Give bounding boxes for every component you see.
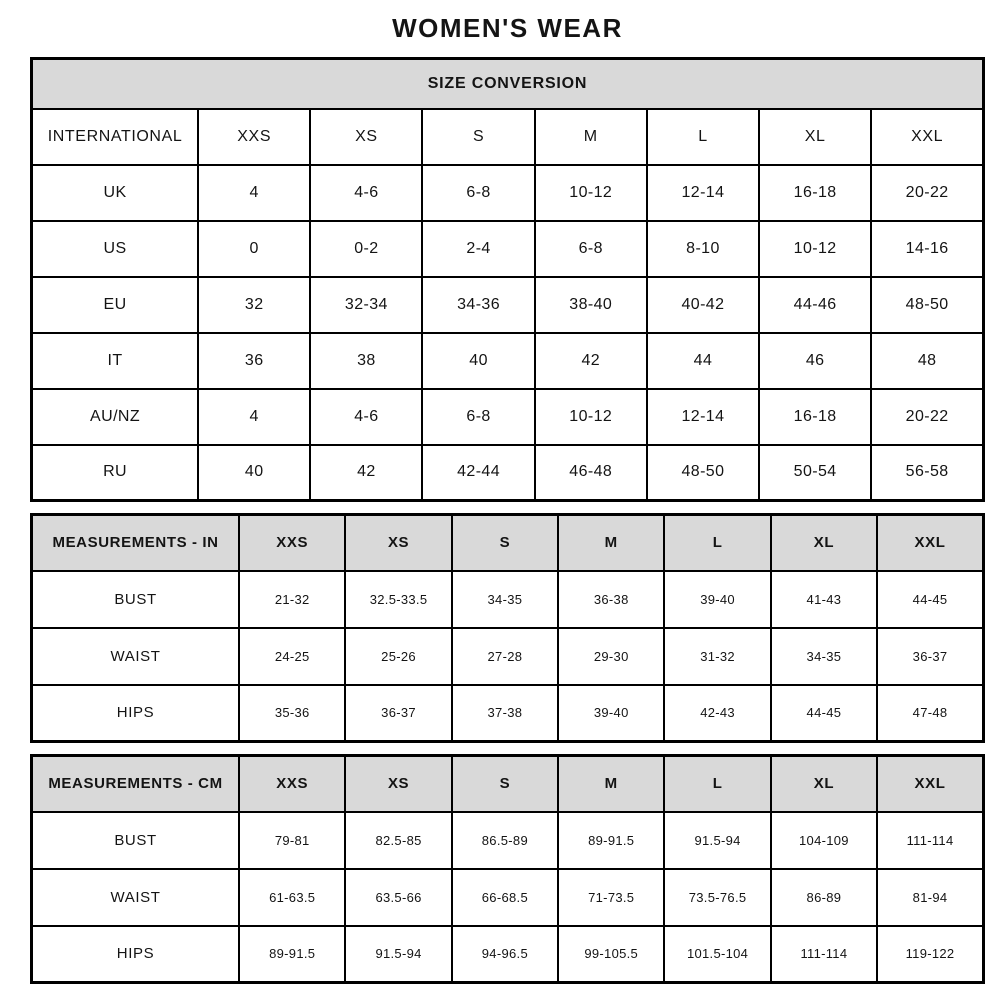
table-cell: 24-25 [239, 628, 345, 685]
row-label: HIPS [32, 926, 240, 983]
table-cell: 4-6 [310, 389, 422, 445]
table-cell: 61-63.5 [239, 869, 345, 926]
column-header: L [647, 109, 759, 165]
table-cell: 40 [198, 445, 310, 501]
row-label: BUST [32, 812, 240, 869]
column-header: XXL [877, 515, 983, 571]
size-conversion-table [30, 57, 985, 502]
table-cell: 27-28 [452, 628, 558, 685]
table-cell: 6-8 [422, 389, 534, 445]
column-header: XXS [239, 756, 345, 812]
table-cell: 20-22 [871, 165, 983, 221]
column-header: XS [345, 515, 451, 571]
table-cell: 12-14 [647, 389, 759, 445]
table-cell: 79-81 [239, 812, 345, 869]
table-cell: 29-30 [558, 628, 664, 685]
table-cell: 71-73.5 [558, 869, 664, 926]
table-cell: 44 [647, 333, 759, 389]
table-cell: 6-8 [535, 221, 647, 277]
measurements-in-table [30, 513, 985, 743]
table-cell: 111-114 [771, 926, 877, 983]
column-header: M [558, 515, 664, 571]
table-cell: 32 [198, 277, 310, 333]
table-row [32, 812, 984, 869]
table-cell: 32-34 [310, 277, 422, 333]
column-header: M [535, 109, 647, 165]
table-cell: 0-2 [310, 221, 422, 277]
row-label: BUST [32, 571, 240, 628]
table-cell: 10-12 [759, 221, 871, 277]
row-label: WAIST [32, 869, 240, 926]
table-cell: 46 [759, 333, 871, 389]
table-cell: 39-40 [558, 685, 664, 742]
table-cell: 0 [198, 221, 310, 277]
table-cell: 63.5-66 [345, 869, 451, 926]
column-header: S [422, 109, 534, 165]
row-label: US [32, 221, 199, 277]
row-label: UK [32, 165, 199, 221]
column-header: XL [759, 109, 871, 165]
table-cell: 10-12 [535, 389, 647, 445]
table-cell: 40 [422, 333, 534, 389]
column-header: XL [771, 756, 877, 812]
table-cell: 50-54 [759, 445, 871, 501]
table-cell: 82.5-85 [345, 812, 451, 869]
table-cell: 25-26 [345, 628, 451, 685]
table-cell: 2-4 [422, 221, 534, 277]
table-cell: 31-32 [664, 628, 770, 685]
table-cell: 39-40 [664, 571, 770, 628]
table-cell: 40-42 [647, 277, 759, 333]
column-header: S [452, 515, 558, 571]
column-header: XXS [198, 109, 310, 165]
table-cell: 38-40 [535, 277, 647, 333]
table-cell: 86-89 [771, 869, 877, 926]
column-header: S [452, 756, 558, 812]
table-cell: 21-32 [239, 571, 345, 628]
table-cell: 36-37 [877, 628, 983, 685]
table-cell: 91.5-94 [345, 926, 451, 983]
table-cell: 86.5-89 [452, 812, 558, 869]
column-header: XXL [871, 109, 983, 165]
table-cell: 35-36 [239, 685, 345, 742]
column-header: L [664, 756, 770, 812]
table-cell: 94-96.5 [452, 926, 558, 983]
table-row [32, 221, 984, 277]
table-cell: 14-16 [871, 221, 983, 277]
header-label: MEASUREMENTS - CM [32, 756, 240, 812]
table-cell: 99-105.5 [558, 926, 664, 983]
table-cell: 34-35 [452, 571, 558, 628]
table-cell: 56-58 [871, 445, 983, 501]
table-cell: 4-6 [310, 165, 422, 221]
table-cell: 111-114 [877, 812, 983, 869]
table-cell: 36-38 [558, 571, 664, 628]
table-row [32, 445, 984, 501]
column-header: XL [771, 515, 877, 571]
table-cell: 44-45 [771, 685, 877, 742]
table-row [32, 628, 984, 685]
table-cell: 4 [198, 389, 310, 445]
column-header: L [664, 515, 770, 571]
table-cell: 41-43 [771, 571, 877, 628]
table-row [32, 926, 984, 983]
table-cell: 42-43 [664, 685, 770, 742]
table-cell: 48 [871, 333, 983, 389]
table-row [32, 277, 984, 333]
table-cell: 46-48 [535, 445, 647, 501]
header-row [32, 515, 984, 571]
row-label: AU/NZ [32, 389, 199, 445]
table-cell: 16-18 [759, 165, 871, 221]
table-cell: 73.5-76.5 [664, 869, 770, 926]
table-cell: 89-91.5 [239, 926, 345, 983]
measurements-cm-table [30, 754, 985, 984]
table-cell: 16-18 [759, 389, 871, 445]
page-title: WOMEN'S WEAR [392, 13, 623, 43]
table-cell: 119-122 [877, 926, 983, 983]
table-cell: 38 [310, 333, 422, 389]
header-row [32, 756, 984, 812]
table-cell: 81-94 [877, 869, 983, 926]
table-row [32, 165, 984, 221]
header-row [32, 109, 984, 165]
table-cell: 34-35 [771, 628, 877, 685]
table-cell: 48-50 [871, 277, 983, 333]
table-cell: 47-48 [877, 685, 983, 742]
row-label: WAIST [32, 628, 240, 685]
table-cell: 42-44 [422, 445, 534, 501]
table-cell: 12-14 [647, 165, 759, 221]
table-cell: 10-12 [535, 165, 647, 221]
table-banner: SIZE CONVERSION [32, 59, 984, 109]
table-cell: 104-109 [771, 812, 877, 869]
row-label: IT [32, 333, 199, 389]
table-banner-row [32, 59, 984, 109]
table-cell: 37-38 [452, 685, 558, 742]
table-cell: 8-10 [647, 221, 759, 277]
table-cell: 42 [535, 333, 647, 389]
table-row [32, 571, 984, 628]
table-cell: 44-46 [759, 277, 871, 333]
table-row [32, 685, 984, 742]
table-cell: 42 [310, 445, 422, 501]
table-cell: 36-37 [345, 685, 451, 742]
table-cell: 6-8 [422, 165, 534, 221]
table-cell: 44-45 [877, 571, 983, 628]
table-cell: 48-50 [647, 445, 759, 501]
table-cell: 89-91.5 [558, 812, 664, 869]
column-header: M [558, 756, 664, 812]
row-label: EU [32, 277, 199, 333]
column-header: XXL [877, 756, 983, 812]
row-label: RU [32, 445, 199, 501]
table-cell: 4 [198, 165, 310, 221]
table-row [32, 389, 984, 445]
table-cell: 101.5-104 [664, 926, 770, 983]
header-label: INTERNATIONAL [32, 109, 199, 165]
header-label: MEASUREMENTS - IN [32, 515, 240, 571]
table-row [32, 333, 984, 389]
table-cell: 91.5-94 [664, 812, 770, 869]
table-cell: 34-36 [422, 277, 534, 333]
table-cell: 32.5-33.5 [345, 571, 451, 628]
row-label: HIPS [32, 685, 240, 742]
column-header: XXS [239, 515, 345, 571]
table-row [32, 869, 984, 926]
table-cell: 66-68.5 [452, 869, 558, 926]
column-header: XS [345, 756, 451, 812]
table-cell: 20-22 [871, 389, 983, 445]
table-cell: 36 [198, 333, 310, 389]
column-header: XS [310, 109, 422, 165]
